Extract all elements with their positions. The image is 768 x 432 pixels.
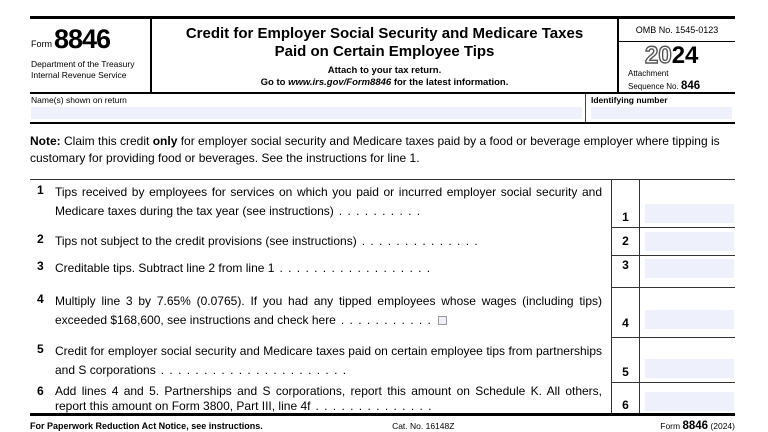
tax-year xyxy=(619,42,735,69)
line-2-row xyxy=(30,228,735,256)
line-4-box-label: 4 xyxy=(611,288,640,338)
line-4-description: Multiply line 3 by 7.65% (0.0765). If you had any tipped employees whose wages (including tips) exceeded $168,600, see instructions and check here . . . . . . . . . . . xyxy=(55,293,602,327)
line-3-box-label: 3 xyxy=(611,256,640,288)
line-4-amount-field[interactable] xyxy=(645,310,734,329)
dot-leader: . . . . . . . . . . xyxy=(338,203,422,218)
line-1-number: 1 xyxy=(37,182,44,197)
line-3-number: 3 xyxy=(37,258,44,273)
agency-line-2: Internal Revenue Service xyxy=(31,69,127,80)
line-3-description: Creditable tips. Subtract line 2 from line 1 . . . . . . . . . . . . . . . . . . xyxy=(55,260,432,275)
line-6-box-label: 6 xyxy=(611,383,640,413)
identifying-number-input[interactable] xyxy=(591,107,732,119)
omb-year-block xyxy=(619,19,735,92)
dot-leader: . . . . . . . . . . . . . . xyxy=(315,399,433,414)
form-title-line-2: Paid on Certain Employee Tips xyxy=(274,43,495,61)
dot-leader: . . . . . . . . . . . . . . xyxy=(361,233,479,248)
line-6-description: Add lines 4 and 5. Partnerships and S corporations, report this amount on Schedule K. All others, report this amount on Form 3800, Part III, line 4f . . . . . . . . . . . . . . xyxy=(55,383,602,414)
line-4-row xyxy=(30,288,735,338)
line-1-row xyxy=(30,180,735,228)
note-text: Note: Claim this credit only for employer social security and Medicare taxes paid by a food or beverage employer where tipping is customary for providing food or beverages. See the instructions for line 1. xyxy=(30,134,720,166)
goto-instruction: Go to www.irs.gov/Form8846 for the latest information. xyxy=(260,76,509,88)
dot-leader: . . . . . . . . . . . xyxy=(340,312,432,327)
line-6-number: 6 xyxy=(37,383,44,398)
agency-line-1: Department of the Treasury xyxy=(31,58,135,69)
line-2-number: 2 xyxy=(37,231,44,246)
form-8846-page xyxy=(30,16,735,432)
form-header xyxy=(30,16,735,94)
line-6-row xyxy=(30,383,735,413)
year-solid-digits: 24 xyxy=(671,42,699,69)
sequence-number: 846 xyxy=(680,80,701,92)
line-6-amount-field[interactable] xyxy=(645,392,734,411)
line-5-number: 5 xyxy=(37,341,44,356)
line-3-row xyxy=(30,256,735,288)
line-4-number: 4 xyxy=(37,291,44,306)
line-2-description: Tips not subject to the credit provisions (see instructions) . . . . . . . . . . . . . . xyxy=(55,233,479,248)
form-title-block xyxy=(152,19,619,92)
line-1-amount-field[interactable] xyxy=(645,204,734,223)
name-label: Name(s) shown on return xyxy=(31,95,127,105)
svg-text:2024 xyxy=(645,42,699,69)
catalog-number: Cat. No. 16148Z xyxy=(392,420,455,431)
line-5-description: Credit for employer social security and Medicare taxes paid on certain employee tips from partnerships and S corporations . . . . . . . . . . . . . . . . . . . . . . xyxy=(55,343,602,377)
form-number: 8846 xyxy=(54,24,111,54)
paperwork-notice: For Paperwork Reduction Act Notice, see instructions. xyxy=(30,420,263,431)
line-3-amount-field[interactable] xyxy=(645,259,734,278)
identifying-number-cell xyxy=(586,94,735,122)
identifying-number-label: Identifying number xyxy=(591,95,668,105)
wage-limit-checkbox[interactable] xyxy=(438,316,447,325)
line-2-box-label: 2 xyxy=(611,228,640,256)
line-5-row xyxy=(30,338,735,383)
attach-instruction: Attach to your tax return. xyxy=(327,64,442,76)
form-footer xyxy=(30,416,735,432)
line-5-amount-field[interactable] xyxy=(645,359,734,378)
attachment-sequence: Attachment Sequence No. 846 xyxy=(628,69,701,92)
line-1-description: Tips received by employees for services on which you paid or incurred employer social security and Medicare taxes during the tax year (see instructions) . . . . . . . . . . xyxy=(55,184,602,218)
line-2-amount-field[interactable] xyxy=(645,232,734,251)
name-input[interactable] xyxy=(31,107,582,119)
omb-number: OMB No. 1545-0123 xyxy=(619,19,735,42)
dot-leader: . . . . . . . . . . . . . . . . . . xyxy=(279,260,432,275)
line-5-box-label: 5 xyxy=(611,338,640,383)
identity-row xyxy=(30,94,735,124)
year-outline-digits: 20 xyxy=(645,42,672,69)
line-items-table xyxy=(30,179,735,416)
form-title-line-1: Credit for Employer Social Security and Medicare Taxes xyxy=(185,25,584,42)
footer-form-id: Form 8846 (2024) xyxy=(660,419,735,432)
irs-url: www.irs.gov/Form8846 xyxy=(288,76,392,88)
form-number-block xyxy=(30,19,152,92)
form-word-label: Form xyxy=(31,38,52,49)
line-1-box-label: 1 xyxy=(611,180,640,228)
dot-leader: . . . . . . . . . . . . . . . . . . . . . . xyxy=(160,362,348,377)
name-cell xyxy=(30,94,586,122)
